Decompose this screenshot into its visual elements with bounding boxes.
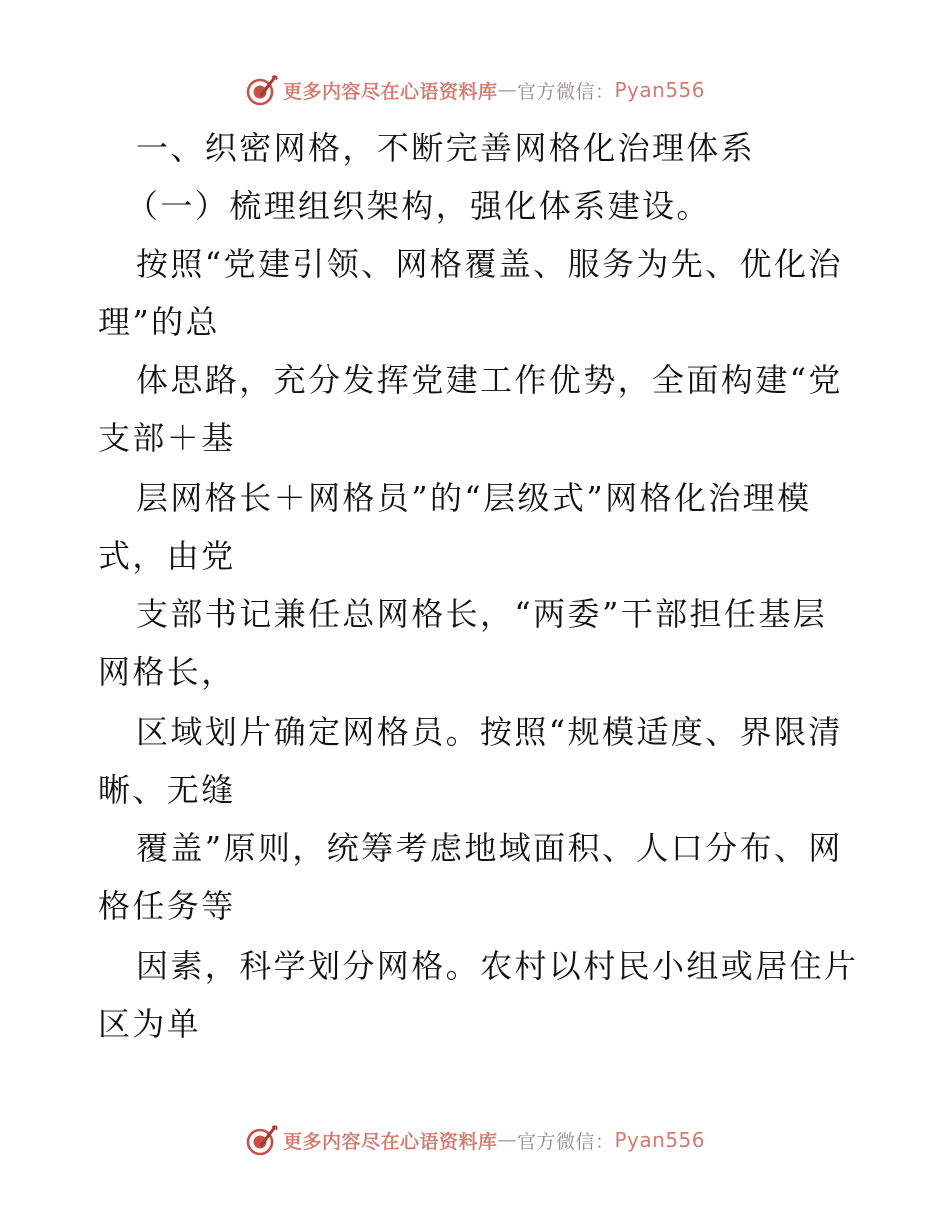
watermark-dash: — [497, 79, 517, 101]
paragraph-line: 区域划片确定网格员。按照“规模适度、界限清 [136, 713, 843, 751]
paragraph-line: 网格长， [98, 653, 236, 691]
paragraph-line: 覆盖”原则，统筹考虑地域面积、人口分布、网 [136, 829, 843, 867]
paragraph-line: 支部＋基 [98, 419, 236, 457]
paragraph-line: 按照“党建引领、网格覆盖、服务为先、优化治 [136, 245, 843, 283]
watermark-contact-id: Pyan556 [614, 1128, 706, 1152]
footer-watermark [0, 1120, 950, 1160]
paragraph-line: 理”的总 [98, 303, 220, 341]
paragraph-line: 式，由党 [98, 537, 236, 575]
quill-logo-icon [245, 73, 279, 107]
paragraph-line: 因素，科学划分网格。农村以村民小组或居住片 [136, 947, 859, 985]
subsection-heading: （一）梳理组织架构，强化体系建设。 [126, 187, 711, 225]
watermark-text: 更多内容尽在心语资料库 [282, 80, 498, 103]
watermark-contact-label: 官方微信： [516, 1130, 615, 1153]
paragraph-line: 层网格长＋网格员”的“层级式”网格化治理模 [136, 479, 812, 517]
quill-logo-icon [245, 1123, 279, 1157]
paragraph-line: 区为单 [98, 1005, 202, 1043]
watermark-contact-label: 官方微信： [516, 80, 615, 103]
header-watermark [0, 70, 950, 110]
section-heading: 一、织密网格，不断完善网格化治理体系 [136, 129, 756, 167]
paragraph-line: 格任务等 [98, 887, 236, 925]
paragraph-line: 体思路，充分发挥党建工作优势，全面构建“党 [136, 361, 843, 399]
watermark-contact-id: Pyan556 [614, 78, 706, 102]
watermark-text: 更多内容尽在心语资料库 [282, 1130, 498, 1153]
paragraph-line: 支部书记兼任总网格长，“两委”干部担任基层 [136, 595, 828, 633]
paragraph-line: 晰、无缝 [98, 771, 236, 809]
watermark-dash: — [497, 1129, 517, 1151]
